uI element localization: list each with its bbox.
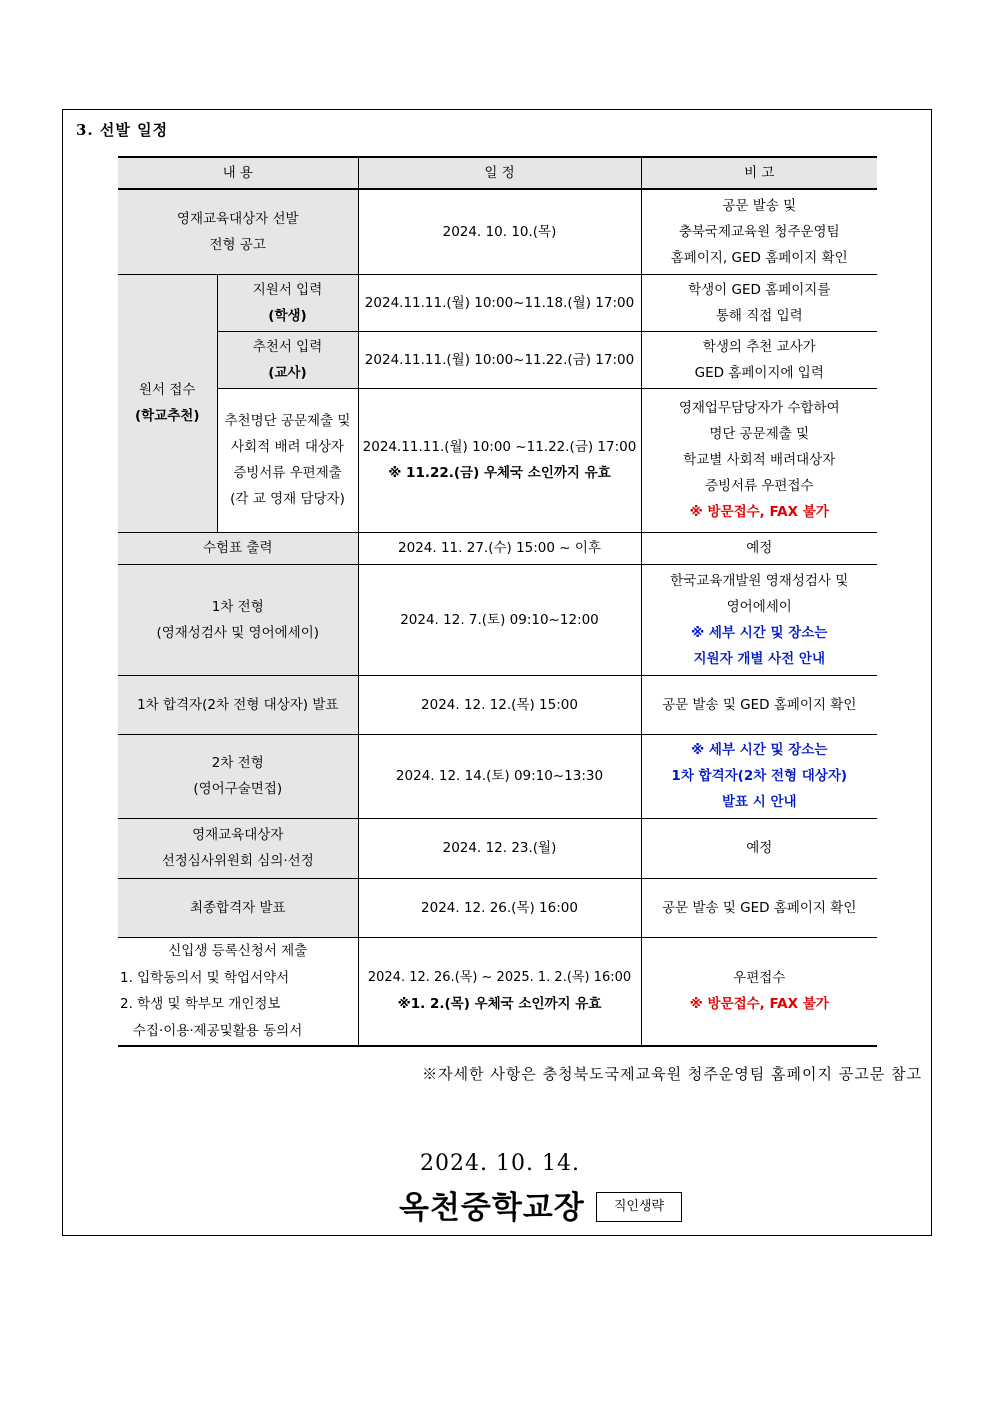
table-row <box>118 532 877 564</box>
row-schedule: 2024. 11. 27.(수) 15:00 ~ 이후 <box>358 532 641 564</box>
section-title: 3. 선발 일정 <box>76 121 169 139</box>
table-row <box>118 675 877 734</box>
row-schedule: 2024. 12. 23.(월) <box>358 818 641 878</box>
table-row <box>118 734 877 818</box>
row-note: 한국교육개발원 영재성검사 및 영어에세이 ※ 세부 시간 및 장소는 지원자 개별 사전 안내 <box>641 564 877 675</box>
row-schedule: 2024. 12. 26.(목) ~ 2025. 1. 2.(목) 16:00 ※1. 2.(목) 우체국 소인까지 유효 <box>358 937 641 1046</box>
table-header-row <box>118 157 877 189</box>
row-content: 영재교육대상자 선정심사위원회 심의·선정 <box>118 818 358 878</box>
table-row <box>118 937 877 1046</box>
row-content: 1차 합격자(2차 전형 대상자) 발표 <box>118 675 358 734</box>
row-content: 지원서 입력 (학생) <box>217 274 358 331</box>
signer-title: 옥천중학교장 <box>399 1190 585 1226</box>
group-label: 원서 접수 (학교추천) <box>118 274 217 532</box>
table-row <box>118 388 877 532</box>
row-note: 우편접수 ※ 방문접수, FAX 불가 <box>641 937 877 1046</box>
row-content: 추천명단 공문제출 및 사회적 배려 대상자 증빙서류 우편제출 (각 교 영재 담당자) <box>217 388 358 532</box>
header-note: 비 고 <box>641 157 877 189</box>
row-note: 예정 <box>641 532 877 564</box>
row-content: 수험표 출력 <box>118 532 358 564</box>
row-note: 학생의 추천 교사가 GED 홈페이지에 입력 <box>641 331 877 388</box>
row-note: ※ 세부 시간 및 장소는 1차 합격자(2차 전형 대상자) 발표 시 안내 <box>641 734 877 818</box>
table-row <box>118 189 877 274</box>
row-schedule: 2024. 12. 12.(목) 15:00 <box>358 675 641 734</box>
row-content: 추천서 입력 (교사) <box>217 331 358 388</box>
footnote: ※자세한 사항은 충청북도국제교육원 청주운영팀 홈페이지 공고문 참고 <box>422 1065 922 1083</box>
row-content: 2차 전형 (영어구술면접) <box>118 734 358 818</box>
row-note: 영재업무담당자가 수합하여 명단 공문제출 및 학교별 사회적 배려대상자 증빙서류 우편접수 ※ 방문접수, FAX 불가 <box>641 388 877 532</box>
row-note: 공문 발송 및 충북국제교육원 청주운영팀 홈페이지, GED 홈페이지 확인 <box>641 189 877 274</box>
issue-date: 2024. 10. 14. <box>420 1151 580 1176</box>
header-content: 내 용 <box>118 157 358 189</box>
row-schedule: 2024.11.11.(월) 10:00~11.18.(월) 17:00 <box>358 274 641 331</box>
table-row <box>118 818 877 878</box>
row-content: 영재교육대상자 선발 전형 공고 <box>118 189 358 274</box>
row-note: 예정 <box>641 818 877 878</box>
header-schedule: 일 정 <box>358 157 641 189</box>
row-schedule: 2024. 12. 14.(토) 09:10~13:30 <box>358 734 641 818</box>
row-schedule: 2024.11.11.(월) 10:00 ~11.22.(금) 17:00 ※ 11.22.(금) 우체국 소인까지 유효 <box>358 388 641 532</box>
row-schedule: 2024. 10. 10.(목) <box>358 189 641 274</box>
row-content: 1차 전형 (영재성검사 및 영어에세이) <box>118 564 358 675</box>
row-note: 학생이 GED 홈페이지를 통해 직접 입력 <box>641 274 877 331</box>
row-schedule: 2024. 12. 26.(목) 16:00 <box>358 878 641 937</box>
schedule-table <box>118 156 877 1047</box>
table-row <box>118 564 877 675</box>
row-note: 공문 발송 및 GED 홈페이지 확인 <box>641 878 877 937</box>
row-note: 공문 발송 및 GED 홈페이지 확인 <box>641 675 877 734</box>
seal-omitted-box: 직인생략 <box>596 1192 682 1222</box>
table-row <box>118 878 877 937</box>
row-content: 최종합격자 발표 <box>118 878 358 937</box>
table-row <box>118 274 877 331</box>
row-schedule: 2024. 12. 7.(토) 09:10~12:00 <box>358 564 641 675</box>
row-content: 신입생 등록신청서 제출 1. 입학동의서 및 학업서약서 2. 학생 및 학부모 개인정보 수집·이용·제공및활용 동의서 <box>118 937 358 1046</box>
table-row <box>118 331 877 388</box>
row-schedule: 2024.11.11.(월) 10:00~11.22.(금) 17:00 <box>358 331 641 388</box>
